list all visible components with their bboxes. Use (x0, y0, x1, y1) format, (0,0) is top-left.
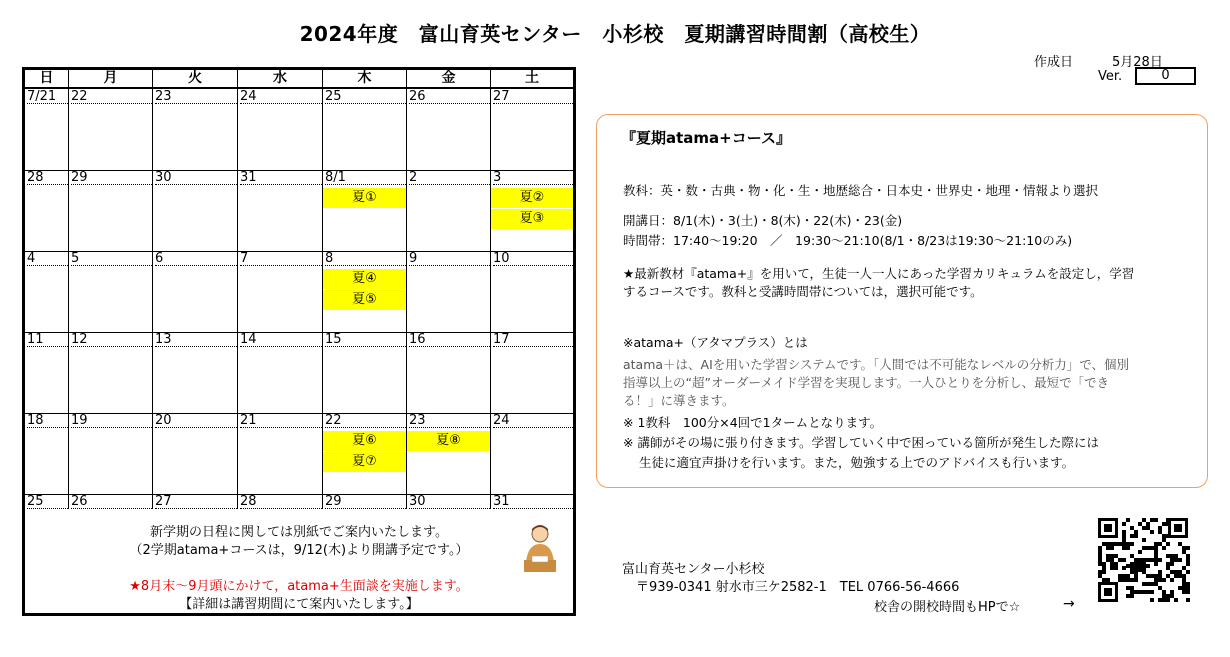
calendar-day-cell (69, 494, 153, 509)
day-number: 24 (240, 89, 322, 104)
day-number: 6 (155, 251, 237, 266)
day-number: 19 (71, 413, 152, 428)
calendar-day-cell (491, 413, 573, 494)
calendar-day-cell (25, 413, 69, 494)
qr-code[interactable] (1096, 516, 1190, 604)
calendar-day-cell (491, 251, 573, 332)
day-number: 30 (409, 494, 490, 509)
calendar-day-cell (25, 494, 69, 509)
calendar-day-cell (69, 413, 153, 494)
term-note: ※ 1教科 100分×4回で1タームとなります。 (623, 415, 883, 430)
weekday-fri: 金 (407, 70, 491, 87)
session-label: 夏⑧ (407, 431, 490, 451)
calendar-day-cell (407, 251, 491, 332)
calendar-week (25, 170, 573, 252)
calendar-day-cell (407, 413, 491, 494)
calendar-day-cell (153, 413, 238, 494)
calendar-week (25, 251, 573, 333)
day-number: 22 (325, 413, 406, 428)
day-number: 27 (493, 89, 573, 104)
version-box: 0 (1135, 67, 1196, 85)
tutor-note-1: ※ 講師がその場に張り付きます。学習していく中で困っている箇所が発生した際には (623, 435, 1099, 450)
day-number: 20 (155, 413, 237, 428)
person-illustration (520, 522, 560, 574)
note-red: ★8月末～9月頭にかけて，atama+生面談を実施します。 (129, 579, 469, 594)
session-label: 夏⑤ (323, 290, 406, 310)
about-line-3: る！」に導きます。 (623, 393, 735, 408)
calendar-note (25, 517, 573, 613)
about-line-2: 指導以上の“超”オーダーメイド学習を実現します。一人ひとりを分析し、最短で「でき (623, 375, 1110, 390)
day-number: 16 (409, 332, 490, 347)
about-title: ※atama+（アタマプラス）とは (623, 335, 808, 350)
hp-note: 校舎の開校時間もHPで☆ (874, 600, 1021, 615)
weekday-wed: 水 (238, 70, 323, 87)
about-line-1: atama＋は、AIを用いた学習システムです。「人間では不可能なレベルの分析力」で、個別 (623, 357, 1130, 372)
calendar-day-cell (407, 332, 491, 413)
day-number: 28 (27, 170, 68, 185)
calendar-week (25, 332, 573, 414)
calendar-day-cell (238, 413, 323, 494)
weekday-mon: 月 (69, 70, 153, 87)
calendar-day-cell (69, 251, 153, 332)
calendar-day-cell (491, 170, 573, 251)
calendar-day-cell (69, 332, 153, 413)
day-number: 12 (71, 332, 152, 347)
weekday-sat: 土 (525, 70, 539, 86)
day-number: 8 (325, 251, 406, 266)
day-number: 31 (240, 170, 322, 185)
calendar-day-cell (323, 251, 407, 332)
school-name: 富山育英センター小杉校 (622, 562, 765, 577)
day-number: 26 (409, 89, 490, 104)
day-number: 25 (325, 89, 406, 104)
calendar (22, 67, 576, 616)
session-label: 夏⑥ (323, 431, 406, 451)
day-number: 5 (71, 251, 152, 266)
weekday-sun: 日 (25, 70, 69, 87)
day-number: 2 (409, 170, 490, 185)
calendar-day-cell (25, 89, 69, 170)
calendar-day-cell (25, 170, 69, 251)
calendar-day-cell (153, 89, 238, 170)
day-number: 9 (409, 251, 490, 266)
course-info-box (596, 114, 1208, 488)
tutor-note-2: 生徒に適宜声掛けを行います。また，勉強する上でのアドバイスも行います。 (639, 455, 1075, 470)
day-number: 4 (27, 251, 68, 266)
calendar-day-cell (323, 89, 407, 170)
time-slots: 時間帯：17:40～19:20 ／ 19:30～21:10(8/1・8/23は19:30～21:10のみ) (623, 233, 1073, 248)
session-label: 夏⑦ (323, 452, 406, 472)
day-number: 29 (71, 170, 152, 185)
day-number: 14 (240, 332, 322, 347)
calendar-week (25, 413, 573, 495)
calendar-day-cell (238, 89, 323, 170)
calendar-day-cell (491, 494, 573, 509)
day-number: 7/21 (27, 89, 68, 104)
weekday-header (25, 70, 573, 89)
day-number: 25 (27, 494, 68, 509)
session-label: 夏④ (323, 269, 406, 289)
day-number: 7 (240, 251, 322, 266)
feature-line-2: するコースです。教科と受講時間帯については，選択可能です。 (623, 284, 983, 299)
day-number: 17 (493, 332, 573, 347)
weekday-tue: 火 (153, 70, 238, 87)
note-line-2: （2学期atama+コースは，9/12(木)より開講予定です。） (129, 543, 469, 558)
day-number: 8/1 (325, 170, 406, 185)
day-number: 3 (493, 170, 573, 185)
calendar-day-cell (323, 494, 407, 509)
subjects: 教科：英・数・古典・物・化・生・地歴総合・日本史・世界史・地理・情報より選択 (623, 183, 1099, 198)
calendar-day-cell (323, 170, 407, 251)
created-date: 5月28日 (1112, 55, 1163, 70)
day-number: 13 (155, 332, 237, 347)
calendar-day-cell (238, 332, 323, 413)
calendar-day-cell (69, 170, 153, 251)
calendar-week (25, 494, 573, 509)
day-number: 15 (325, 332, 406, 347)
version-label: Ver. (1098, 69, 1123, 84)
day-number: 24 (493, 413, 573, 428)
day-number: 28 (240, 494, 322, 509)
day-number: 23 (409, 413, 490, 428)
course-title: 『夏期atama+コース』 (621, 129, 791, 147)
day-number: 10 (493, 251, 573, 266)
calendar-day-cell (153, 494, 238, 509)
calendar-day-cell (491, 89, 573, 170)
calendar-day-cell (238, 170, 323, 251)
session-label: 夏② (491, 188, 573, 208)
calendar-week (25, 89, 573, 171)
weekday-thu: 木 (323, 70, 407, 87)
day-number: 27 (155, 494, 237, 509)
calendar-day-cell (153, 170, 238, 251)
day-number: 21 (240, 413, 322, 428)
calendar-day-cell (25, 332, 69, 413)
day-number: 31 (493, 494, 573, 509)
calendar-day-cell (491, 332, 573, 413)
created-label: 作成日 (1034, 55, 1074, 70)
calendar-day-cell (407, 89, 491, 170)
calendar-day-cell (323, 332, 407, 413)
feature-line-1: ★最新教材『atama+』を用いて，生徒一人一人にあった学習カリキュラムを設定し，学習 (623, 266, 1135, 281)
day-number: 23 (155, 89, 237, 104)
day-number: 26 (71, 494, 152, 509)
calendar-day-cell (238, 494, 323, 509)
calendar-day-cell (407, 170, 491, 251)
open-dates: 開講日：8/1(木)・3(土)・8(木)・22(木)・23(金) (623, 213, 903, 228)
day-number: 30 (155, 170, 237, 185)
calendar-day-cell (25, 251, 69, 332)
session-label: 夏① (323, 188, 406, 208)
calendar-day-cell (238, 251, 323, 332)
calendar-day-cell (407, 494, 491, 509)
note-detail: 【詳細は講習期間にて案内いたします。】 (179, 597, 419, 612)
day-number: 18 (27, 413, 68, 428)
calendar-day-cell (323, 413, 407, 494)
day-number: 29 (325, 494, 406, 509)
arrow-icon: → (1063, 596, 1075, 612)
day-number: 22 (71, 89, 152, 104)
calendar-day-cell (69, 89, 153, 170)
note-line-1: 新学期の日程に関しては別紙でご案内いたします。 (150, 525, 448, 540)
page-title: 2024年度 富山育英センター 小杉校 夏期講習時間割（高校生） (299, 22, 931, 46)
day-number: 11 (27, 332, 68, 347)
calendar-day-cell (153, 332, 238, 413)
school-address: 〒939-0341 射水市三ケ2582-1 TEL 0766-56-4666 (636, 580, 960, 595)
session-label: 夏③ (491, 209, 573, 229)
calendar-day-cell (153, 251, 238, 332)
